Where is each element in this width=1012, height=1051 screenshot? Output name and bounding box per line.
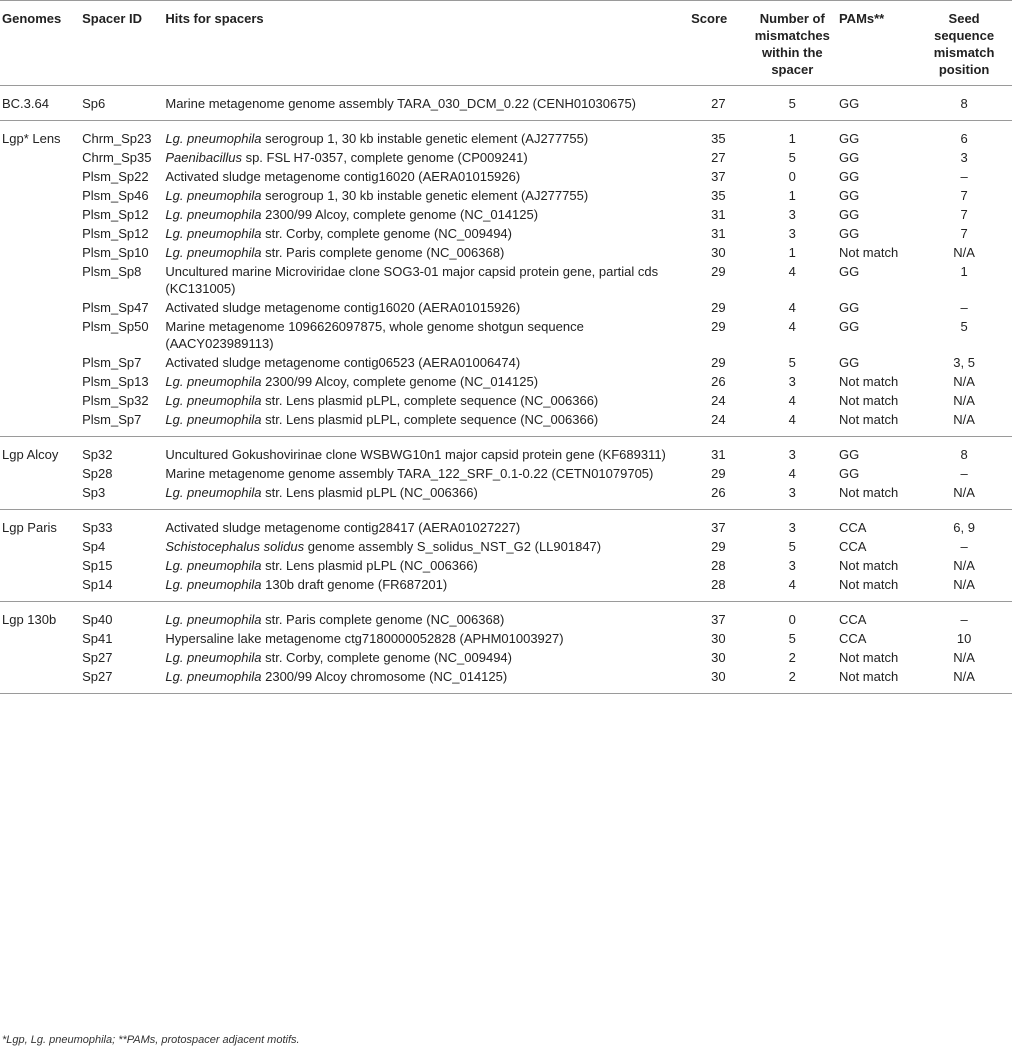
score-cell: 29 bbox=[711, 466, 726, 481]
spacer-id-cell: Plsm_Sp7 bbox=[82, 355, 142, 370]
genome-cell bbox=[0, 668, 78, 694]
hit-description: 2300/99 Alcoy, complete genome (NC_014125) bbox=[261, 207, 539, 222]
table-row bbox=[0, 538, 1012, 557]
spacer-id-cell: Plsm_Sp50 bbox=[82, 319, 149, 334]
seed-cell: 3, 5 bbox=[953, 355, 975, 370]
seed-cell: – bbox=[960, 612, 968, 627]
hit-organism: Lg. pneumophila bbox=[165, 650, 262, 665]
seed-cell: – bbox=[960, 539, 968, 554]
spacer-id-cell: Sp27 bbox=[82, 669, 113, 684]
table-row bbox=[0, 299, 1012, 318]
genome-cell bbox=[0, 244, 78, 263]
score-cell: 24 bbox=[711, 412, 726, 427]
hit-cell bbox=[161, 510, 687, 539]
genome-cell bbox=[0, 411, 78, 437]
header-seed: Seed sequence mismatch position bbox=[933, 11, 995, 77]
score-cell: 30 bbox=[711, 245, 726, 260]
hit-cell bbox=[161, 557, 687, 576]
pam-cell: CCA bbox=[838, 612, 867, 627]
table-row bbox=[0, 557, 1012, 576]
genome-cell: BC.3.64 bbox=[2, 96, 49, 111]
seed-cell: 1 bbox=[960, 264, 968, 279]
hit-description: str. Paris complete genome (NC_006368) bbox=[261, 245, 505, 260]
score-cell: 26 bbox=[711, 485, 726, 500]
pam-cell: GG bbox=[838, 207, 860, 222]
header-pams: PAMs** bbox=[838, 11, 885, 26]
table-row bbox=[0, 149, 1012, 168]
table-row bbox=[0, 121, 1012, 150]
genome-group bbox=[0, 510, 1012, 602]
spacer-id-cell: Sp32 bbox=[82, 447, 113, 462]
spacer-id-cell: Plsm_Sp7 bbox=[82, 412, 142, 427]
hit-description: str. Paris complete genome (NC_006368) bbox=[261, 612, 505, 627]
pam-cell: Not match bbox=[838, 374, 899, 389]
hit-description: serogroup 1, 30 kb instable genetic element (AJ277755) bbox=[261, 131, 589, 146]
spacer-id-cell: Sp3 bbox=[82, 485, 106, 500]
genome-cell bbox=[0, 318, 78, 354]
spacer-id-cell: Plsm_Sp13 bbox=[82, 374, 149, 389]
hit-description: serogroup 1, 30 kb instable genetic element (AJ277755) bbox=[261, 188, 589, 203]
hit-cell bbox=[161, 168, 687, 187]
genome-cell: Lgp* Lens bbox=[2, 131, 61, 146]
mismatch-cell: 5 bbox=[788, 539, 796, 554]
pam-cell: GG bbox=[838, 466, 860, 481]
table-row bbox=[0, 354, 1012, 373]
score-cell: 31 bbox=[711, 207, 726, 222]
hit-description: Activated sludge metagenome contig28417 (AERA01027227) bbox=[165, 520, 521, 535]
mismatch-cell: 0 bbox=[788, 169, 796, 184]
hit-cell bbox=[161, 411, 687, 437]
hit-organism: Lg. pneumophila bbox=[165, 188, 262, 203]
table-row bbox=[0, 576, 1012, 602]
score-cell: 29 bbox=[711, 319, 726, 334]
spacer-id-cell: Sp28 bbox=[82, 466, 113, 481]
pam-cell: CCA bbox=[838, 539, 867, 554]
score-cell: 29 bbox=[711, 264, 726, 279]
hit-cell bbox=[161, 299, 687, 318]
header-score: Score bbox=[691, 11, 728, 26]
genome-cell bbox=[0, 299, 78, 318]
spacer-id-cell: Sp33 bbox=[82, 520, 113, 535]
seed-cell: 7 bbox=[960, 226, 968, 241]
mismatch-cell: 4 bbox=[788, 466, 796, 481]
pam-cell: Not match bbox=[838, 245, 899, 260]
hit-cell bbox=[161, 576, 687, 602]
genome-cell bbox=[0, 538, 78, 557]
hit-cell bbox=[161, 225, 687, 244]
genome-group bbox=[0, 86, 1012, 121]
header-mismatches: Number of mismatches within the spacer bbox=[754, 11, 830, 77]
hit-cell bbox=[161, 649, 687, 668]
mismatch-cell: 0 bbox=[788, 612, 796, 627]
table-row bbox=[0, 649, 1012, 668]
genome-cell bbox=[0, 187, 78, 206]
hit-description: str. Lens plasmid pLPL (NC_006366) bbox=[261, 558, 478, 573]
header-row bbox=[0, 1, 1012, 86]
seed-cell: – bbox=[960, 466, 968, 481]
hit-cell bbox=[161, 392, 687, 411]
spacer-id-cell: Chrm_Sp23 bbox=[82, 131, 152, 146]
seed-cell: N/A bbox=[953, 393, 975, 408]
pam-cell: GG bbox=[838, 131, 860, 146]
mismatch-cell: 5 bbox=[788, 96, 796, 111]
genome-cell bbox=[0, 354, 78, 373]
hit-description: str. Lens plasmid pLPL (NC_006366) bbox=[261, 485, 478, 500]
hit-description: Activated sludge metagenome contig16020 (AERA01015926) bbox=[165, 169, 521, 184]
seed-cell: 8 bbox=[960, 447, 968, 462]
spacer-id-cell: Sp14 bbox=[82, 577, 113, 592]
hit-cell bbox=[161, 86, 687, 121]
table-row bbox=[0, 225, 1012, 244]
hit-cell bbox=[161, 465, 687, 484]
spacer-id-cell: Sp40 bbox=[82, 612, 113, 627]
seed-cell: N/A bbox=[953, 412, 975, 427]
table-row bbox=[0, 373, 1012, 392]
score-cell: 31 bbox=[711, 226, 726, 241]
hit-organism: Lg. pneumophila bbox=[165, 558, 262, 573]
genome-cell bbox=[0, 263, 78, 299]
mismatch-cell: 4 bbox=[788, 264, 796, 279]
table-footnote: *Lgp, Lg. pneumophila; **PAMs, protospacer adjacent motifs. bbox=[2, 1034, 300, 1046]
mismatch-cell: 2 bbox=[788, 650, 796, 665]
seed-cell: 8 bbox=[960, 96, 968, 111]
genome-cell bbox=[0, 225, 78, 244]
hit-organism: Lg. pneumophila bbox=[165, 577, 262, 592]
mismatch-cell: 5 bbox=[788, 631, 796, 646]
seed-cell: 6 bbox=[960, 131, 968, 146]
mismatch-cell: 5 bbox=[788, 150, 796, 165]
seed-cell: N/A bbox=[953, 245, 975, 260]
hit-description: str. Lens plasmid pLPL, complete sequence (NC_006366) bbox=[261, 412, 599, 427]
hit-description: 2300/99 Alcoy chromosome (NC_014125) bbox=[261, 669, 508, 684]
genome-cell bbox=[0, 168, 78, 187]
score-cell: 28 bbox=[711, 577, 726, 592]
genome-cell bbox=[0, 149, 78, 168]
seed-cell: N/A bbox=[953, 669, 975, 684]
hit-description: str. Corby, complete genome (NC_009494) bbox=[261, 226, 512, 241]
spacer-id-cell: Plsm_Sp22 bbox=[82, 169, 149, 184]
table-row bbox=[0, 318, 1012, 354]
hit-cell bbox=[161, 373, 687, 392]
hit-cell bbox=[161, 630, 687, 649]
score-cell: 37 bbox=[711, 169, 726, 184]
seed-cell: 10 bbox=[956, 631, 972, 646]
table-row bbox=[0, 206, 1012, 225]
hit-description: Uncultured Gokushovirinae clone WSBWG10n1 major capsid protein gene (KF689311) bbox=[165, 447, 666, 462]
table-row bbox=[0, 244, 1012, 263]
hit-description: Activated sludge metagenome contig16020 (AERA01015926) bbox=[165, 300, 521, 315]
hit-description: 2300/99 Alcoy, complete genome (NC_014125) bbox=[261, 374, 539, 389]
seed-cell: 3 bbox=[960, 150, 968, 165]
mismatch-cell: 3 bbox=[788, 485, 796, 500]
genome-cell: Lgp 130b bbox=[2, 612, 57, 627]
mismatch-cell: 4 bbox=[788, 412, 796, 427]
hit-cell bbox=[161, 484, 687, 510]
spacer-id-cell: Sp27 bbox=[82, 650, 113, 665]
hit-cell bbox=[161, 354, 687, 373]
pam-cell: CCA bbox=[838, 631, 867, 646]
table-row bbox=[0, 484, 1012, 510]
genome-cell bbox=[0, 392, 78, 411]
hit-organism: Lg. pneumophila bbox=[165, 412, 262, 427]
mismatch-cell: 4 bbox=[788, 300, 796, 315]
hit-cell bbox=[161, 206, 687, 225]
hit-description: genome assembly S_solidus_NST_G2 (LL901847) bbox=[304, 539, 602, 554]
score-cell: 27 bbox=[711, 96, 726, 111]
hit-cell bbox=[161, 318, 687, 354]
pam-cell: GG bbox=[838, 355, 860, 370]
spacer-id-cell: Sp41 bbox=[82, 631, 113, 646]
hit-organism: Schistocephalus solidus bbox=[165, 539, 305, 554]
seed-cell: 7 bbox=[960, 207, 968, 222]
hit-cell bbox=[161, 263, 687, 299]
hit-cell bbox=[161, 121, 687, 150]
genome-cell bbox=[0, 557, 78, 576]
seed-cell: 6, 9 bbox=[953, 520, 975, 535]
pam-cell: GG bbox=[838, 447, 860, 462]
hit-description: Hypersaline lake metagenome ctg7180000052828 (APHM01003927) bbox=[165, 631, 564, 646]
spacer-id-cell: Plsm_Sp32 bbox=[82, 393, 149, 408]
spacer-id-cell: Chrm_Sp35 bbox=[82, 150, 152, 165]
seed-cell: N/A bbox=[953, 650, 975, 665]
seed-cell: – bbox=[960, 300, 968, 315]
score-cell: 35 bbox=[711, 131, 726, 146]
hit-description: Uncultured marine Microviridae clone SOG3-01 major capsid protein gene, partial cds (KC131005) bbox=[165, 264, 659, 296]
pam-cell: GG bbox=[838, 264, 860, 279]
hit-description: sp. FSL H7-0357, complete genome (CP009241) bbox=[241, 150, 528, 165]
genome-cell bbox=[0, 206, 78, 225]
score-cell: 30 bbox=[711, 650, 726, 665]
genome-cell bbox=[0, 576, 78, 602]
score-cell: 29 bbox=[711, 539, 726, 554]
table-row bbox=[0, 668, 1012, 694]
genome-cell bbox=[0, 649, 78, 668]
score-cell: 29 bbox=[711, 355, 726, 370]
seed-cell: N/A bbox=[953, 374, 975, 389]
genome-cell bbox=[0, 373, 78, 392]
mismatch-cell: 4 bbox=[788, 577, 796, 592]
score-cell: 31 bbox=[711, 447, 726, 462]
mismatch-cell: 2 bbox=[788, 669, 796, 684]
pam-cell: Not match bbox=[838, 393, 899, 408]
table-row bbox=[0, 510, 1012, 539]
pam-cell: Not match bbox=[838, 485, 899, 500]
pam-cell: GG bbox=[838, 188, 860, 203]
hit-organism: Lg. pneumophila bbox=[165, 374, 262, 389]
hit-description: str. Corby, complete genome (NC_009494) bbox=[261, 650, 512, 665]
pam-cell: Not match bbox=[838, 558, 899, 573]
pam-cell: GG bbox=[838, 150, 860, 165]
hit-cell bbox=[161, 668, 687, 694]
score-cell: 37 bbox=[711, 612, 726, 627]
hit-cell bbox=[161, 149, 687, 168]
mismatch-cell: 1 bbox=[788, 131, 796, 146]
score-cell: 28 bbox=[711, 558, 726, 573]
hit-cell bbox=[161, 437, 687, 466]
spacer-id-cell: Plsm_Sp10 bbox=[82, 245, 149, 260]
mismatch-cell: 1 bbox=[788, 245, 796, 260]
hit-organism: Lg. pneumophila bbox=[165, 485, 262, 500]
pam-cell: Not match bbox=[838, 650, 899, 665]
hit-organism: Lg. pneumophila bbox=[165, 131, 262, 146]
score-cell: 29 bbox=[711, 300, 726, 315]
spacer-id-cell: Plsm_Sp47 bbox=[82, 300, 149, 315]
genome-cell: Lgp Paris bbox=[2, 520, 57, 535]
spacer-id-cell: Plsm_Sp12 bbox=[82, 207, 149, 222]
genome-group bbox=[0, 602, 1012, 694]
header-hits: Hits for spacers bbox=[165, 11, 264, 26]
pam-cell: Not match bbox=[838, 412, 899, 427]
table-row bbox=[0, 168, 1012, 187]
hit-cell bbox=[161, 602, 687, 631]
table-row bbox=[0, 263, 1012, 299]
table-row bbox=[0, 411, 1012, 437]
hit-organism: Paenibacillus bbox=[165, 150, 242, 165]
genome-group bbox=[0, 437, 1012, 510]
hit-description: str. Lens plasmid pLPL, complete sequence (NC_006366) bbox=[261, 393, 599, 408]
table-row bbox=[0, 465, 1012, 484]
mismatch-cell: 3 bbox=[788, 447, 796, 462]
mismatch-cell: 4 bbox=[788, 393, 796, 408]
hit-organism: Lg. pneumophila bbox=[165, 393, 262, 408]
table-row bbox=[0, 437, 1012, 466]
spacer-id-cell: Plsm_Sp8 bbox=[82, 264, 142, 279]
seed-cell: N/A bbox=[953, 485, 975, 500]
header-genomes: Genomes bbox=[2, 11, 62, 26]
genome-cell bbox=[0, 465, 78, 484]
spacer-id-cell: Sp6 bbox=[82, 96, 106, 111]
table-row bbox=[0, 602, 1012, 631]
hit-cell bbox=[161, 538, 687, 557]
hit-cell bbox=[161, 187, 687, 206]
table-row bbox=[0, 630, 1012, 649]
pam-cell: GG bbox=[838, 96, 860, 111]
hit-description: 130b draft genome (FR687201) bbox=[261, 577, 448, 592]
score-cell: 37 bbox=[711, 520, 726, 535]
seed-cell: 5 bbox=[960, 319, 968, 334]
spacer-id-cell: Sp15 bbox=[82, 558, 113, 573]
score-cell: 30 bbox=[711, 631, 726, 646]
pam-cell: GG bbox=[838, 300, 860, 315]
pam-cell: Not match bbox=[838, 669, 899, 684]
score-cell: 27 bbox=[711, 150, 726, 165]
score-cell: 30 bbox=[711, 669, 726, 684]
mismatch-cell: 5 bbox=[788, 355, 796, 370]
score-cell: 35 bbox=[711, 188, 726, 203]
spacer-id-cell: Plsm_Sp46 bbox=[82, 188, 149, 203]
hit-organism: Lg. pneumophila bbox=[165, 612, 262, 627]
mismatch-cell: 3 bbox=[788, 558, 796, 573]
pam-cell: GG bbox=[838, 226, 860, 241]
spacer-id-cell: Plsm_Sp12 bbox=[82, 226, 149, 241]
genome-cell bbox=[0, 630, 78, 649]
hit-description: Marine metagenome 1096626097875, whole genome shotgun sequence (AACY023989113) bbox=[165, 319, 584, 351]
table-row bbox=[0, 392, 1012, 411]
hit-description: Marine metagenome genome assembly TARA_030_DCM_0.22 (CENH01030675) bbox=[165, 96, 637, 111]
hit-description: Marine metagenome genome assembly TARA_122_SRF_0.1-0.22 (CETN01079705) bbox=[165, 466, 654, 481]
score-cell: 24 bbox=[711, 393, 726, 408]
hit-description: Activated sludge metagenome contig06523 (AERA01006474) bbox=[165, 355, 521, 370]
pam-cell: GG bbox=[838, 169, 860, 184]
pam-cell: CCA bbox=[838, 520, 867, 535]
seed-cell: 7 bbox=[960, 188, 968, 203]
hit-organism: Lg. pneumophila bbox=[165, 245, 262, 260]
mismatch-cell: 3 bbox=[788, 207, 796, 222]
pam-cell: GG bbox=[838, 319, 860, 334]
table-header bbox=[0, 1, 1012, 86]
hit-organism: Lg. pneumophila bbox=[165, 207, 262, 222]
table-row bbox=[0, 86, 1012, 121]
genome-group bbox=[0, 121, 1012, 437]
mismatch-cell: 3 bbox=[788, 226, 796, 241]
mismatch-cell: 3 bbox=[788, 374, 796, 389]
hit-cell bbox=[161, 244, 687, 263]
spacer-id-cell: Sp4 bbox=[82, 539, 106, 554]
score-cell: 26 bbox=[711, 374, 726, 389]
genome-cell: Lgp Alcoy bbox=[2, 447, 59, 462]
mismatch-cell: 4 bbox=[788, 319, 796, 334]
pam-cell: Not match bbox=[838, 577, 899, 592]
mismatch-cell: 1 bbox=[788, 188, 796, 203]
genome-cell bbox=[0, 484, 78, 510]
hit-organism: Lg. pneumophila bbox=[165, 669, 262, 684]
mismatch-cell: 3 bbox=[788, 520, 796, 535]
seed-cell: N/A bbox=[953, 577, 975, 592]
hit-organism: Lg. pneumophila bbox=[165, 226, 262, 241]
table-row bbox=[0, 187, 1012, 206]
seed-cell: N/A bbox=[953, 558, 975, 573]
seed-cell: – bbox=[960, 169, 968, 184]
header-spacer-id: Spacer ID bbox=[82, 11, 143, 26]
